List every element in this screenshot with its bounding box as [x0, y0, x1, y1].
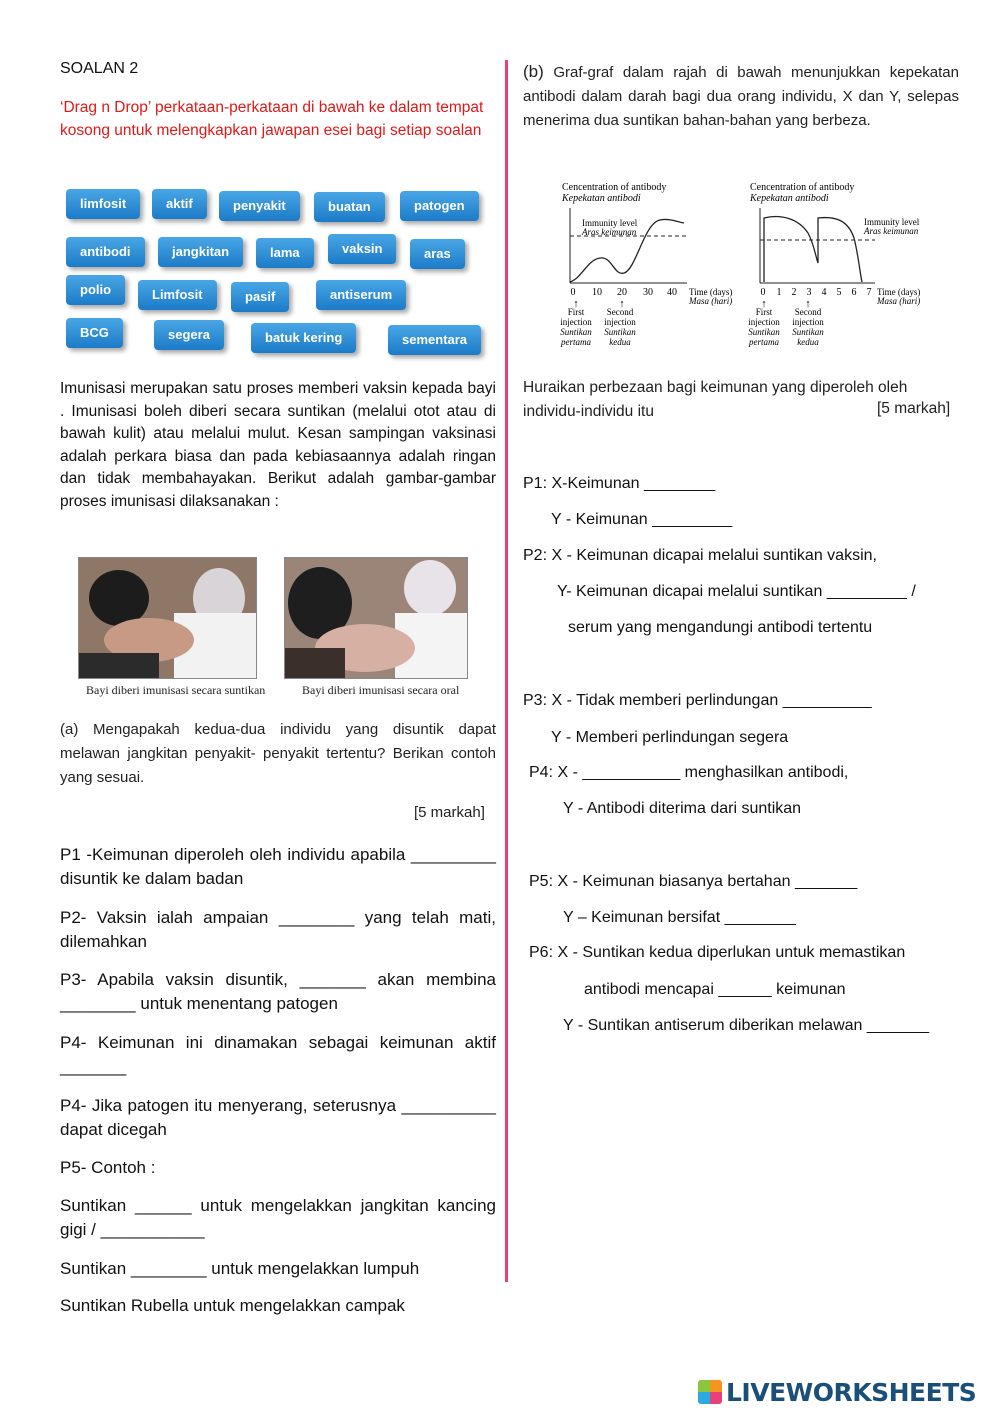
- graph-y-level-en: Immunity level: [864, 217, 920, 227]
- question-a: (a) Mengapakah kedua-dua individu yang disuntik dapat melawan jangkitan penyakit- penyakit tertentu? Berikan contoh yang sesuai.: [60, 721, 496, 786]
- graph-y-level-ms: Aras keimunan: [864, 226, 919, 236]
- point-p4-x: P4: X - ___________ menghasilkan antibodi,: [529, 764, 849, 781]
- graph-y-tick: 6: [851, 287, 857, 298]
- graph-y-tick: 7: [866, 287, 872, 298]
- point-p2-y-cont: serum yang mengandungi antibodi tertentu: [568, 619, 873, 636]
- word-chip[interactable]: penyakit: [219, 191, 300, 221]
- graph-y-inj1-ms-1: Suntikan: [748, 327, 780, 337]
- graph-y-tick: 0: [760, 287, 766, 298]
- point-p2-y: Y- Keimunan dicapai melalui suntikan _________ /: [557, 583, 916, 600]
- graph-y-xlabel-en: Time (days): [877, 287, 921, 297]
- point-p5-x: P5: X - Keimunan biasanya bertahan _______: [529, 873, 858, 890]
- injection-photo-illustration: [79, 558, 256, 678]
- word-chip[interactable]: buatan: [314, 192, 385, 222]
- answer-p5-example-1: Suntikan ______ untuk mengelakkan jangkitan kancing gigi / ___________: [60, 1196, 496, 1239]
- graph-y-inj2-en-1: Second: [794, 307, 822, 317]
- photo-caption-oral: Bayi diberi imunisasi secara oral: [302, 683, 460, 697]
- word-chip[interactable]: pasif: [231, 282, 289, 312]
- answer-p2: P2- Vaksin ialah ampaian ________ yang telah mati, dilemahkan: [60, 908, 496, 951]
- point-p4-y: Y - Antibodi diterima dari suntikan: [563, 800, 802, 817]
- graph-y-inj2-ms-2: kedua: [797, 337, 819, 347]
- graph-y-tick: 5: [836, 287, 842, 298]
- graph-x-inj2-ms-2: kedua: [609, 337, 631, 347]
- graph-x-inj2-en-1: Second: [606, 307, 634, 317]
- word-chip[interactable]: batuk kering: [251, 323, 356, 353]
- drag-drop-instruction: ‘Drag n Drop’ perkataan-perkataan di bawah ke dalam tempat kosong untuk melengkapkan jawapan esei bagi setiap soalan: [60, 99, 484, 139]
- marks-b: [5 markah]: [877, 400, 951, 417]
- oral-photo: [284, 557, 468, 679]
- graph-y-ylabel-en: Cencentration of antibody: [750, 182, 855, 193]
- point-p3-x: P3: X - Tidak memberi perlindungan __________: [523, 692, 872, 709]
- graph-x-ylabel-ms: Kepekatan antibodi: [562, 193, 641, 204]
- graph-y-inj2-ms-1: Suntikan: [792, 327, 824, 337]
- question-b-label: (b): [523, 62, 544, 81]
- point-p1-y: Y - Keimunan _________: [551, 511, 733, 528]
- graph-y-tick: 1: [776, 287, 782, 298]
- arrow-up-icon: ↑: [761, 298, 767, 310]
- answer-p5-example-2: Suntikan ________ untuk mengelakkan lumpuh: [60, 1259, 420, 1278]
- graph-y-curve: [764, 217, 862, 282]
- word-chip[interactable]: segera: [154, 320, 224, 350]
- word-chip[interactable]: Limfosit: [138, 280, 217, 310]
- word-chip[interactable]: antibodi: [66, 237, 145, 267]
- question-b-text: Graf-graf dalam rajah di bawah menunjukkan kepekatan antibodi dalam darah bagi dua orang individu, X dan Y, selepas menerima dua suntikan bahan-bahan yang berbeza.: [523, 64, 959, 129]
- graph-y-ylabel-ms: Kepekatan antibodi: [750, 193, 829, 204]
- arrow-up-icon: ↑: [573, 298, 579, 310]
- injection-photo: [78, 557, 257, 679]
- graph-x-inj2-en-2: injection: [604, 317, 636, 327]
- graph-x-inj1-en-2: injection: [560, 317, 592, 327]
- answer-p4-pathogen: P4- Jika patogen itu menyerang, seterusnya __________ dapat dicegah: [60, 1096, 496, 1139]
- liveworksheets-logo: [698, 1378, 976, 1406]
- liveworksheets-logo-text: LIVEWORKSHEETS: [726, 1377, 977, 1407]
- answer-p1: P1 -Keimunan diperoleh oleh individu apabila _________ disuntik ke dalam badan: [60, 845, 496, 888]
- graph-x-inj1-ms-2: pertama: [561, 337, 591, 347]
- oral-photo-illustration: [285, 558, 467, 678]
- graph-y-ticks: [761, 287, 872, 298]
- graph-individual-x: [552, 178, 742, 353]
- question-heading: SOALAN 2: [60, 60, 139, 77]
- question-b-instruction: Huraikan perbezaan bagi keimunan yang diperoleh oleh individu-individu itu: [523, 379, 908, 420]
- graph-y-xlabel-ms: Masa (hari): [877, 296, 921, 306]
- graph-x-tick: 0: [570, 287, 576, 298]
- graph-x-inj1-en-1: First: [567, 307, 585, 317]
- graph-y-tick: 3: [806, 287, 812, 298]
- graph-x-inj2-ms-1: Suntikan: [604, 327, 636, 337]
- graph-x-level-ms: Aras keimunan: [582, 227, 637, 237]
- point-p6-x: P6: X - Suntikan kedua diperlukan untuk memastikan: [529, 944, 906, 961]
- graph-y-inj1-en-2: injection: [748, 317, 780, 327]
- graph-y-inj1-ms-2: pertama: [749, 337, 779, 347]
- graph-y-inj2-en-2: injection: [792, 317, 824, 327]
- word-chip[interactable]: aktif: [152, 189, 207, 219]
- question-b: [523, 60, 959, 133]
- answer-p5-example-3: Suntikan Rubella untuk mengelakkan campak: [60, 1296, 405, 1315]
- word-chip[interactable]: aras: [410, 239, 465, 269]
- answer-p5-label: P5- Contoh :: [60, 1158, 156, 1177]
- graph-x-tick: 10: [592, 287, 602, 298]
- arrow-up-icon: ↑: [805, 298, 811, 310]
- answer-p4-active: P4- Keimunan ini dinamakan sebagai keimunan aktif _______: [60, 1033, 496, 1076]
- point-p1-x: P1: X-Keimunan ________: [523, 475, 716, 492]
- graph-x-level-en: Immunity level: [582, 218, 638, 228]
- word-chip[interactable]: antiserum: [316, 280, 406, 310]
- graph-x-tick: 30: [643, 287, 653, 298]
- marks-a: [5 markah]: [414, 804, 485, 821]
- graph-y-tick: 4: [821, 287, 827, 298]
- graph-x-ticks: [571, 287, 678, 298]
- graph-x-tick: 20: [617, 287, 627, 298]
- word-chip[interactable]: sementara: [388, 325, 481, 355]
- word-chip[interactable]: jangkitan: [158, 237, 243, 267]
- graph-x-xlabel-en: Time (days): [689, 287, 733, 297]
- word-chip[interactable]: polio: [66, 275, 125, 305]
- photo-caption-injection: Bayi diberi imunisasi secara suntikan: [86, 683, 266, 697]
- graph-y-inj1-en-1: First: [755, 307, 773, 317]
- word-chip[interactable]: lama: [256, 238, 314, 268]
- liveworksheets-logo-icon: [698, 1380, 722, 1404]
- answer-p3: P3- Apabila vaksin disuntik, _______ akan membina ________ untuk menentang patogen: [60, 970, 496, 1013]
- graph-x-ylabel-en: Cencentration of antibody: [562, 182, 667, 193]
- word-chip[interactable]: BCG: [66, 318, 123, 348]
- graph-y-tick: 2: [791, 287, 797, 298]
- word-chip[interactable]: vaksin: [328, 234, 396, 264]
- word-chip[interactable]: patogen: [400, 191, 479, 221]
- point-p3-y: Y - Memberi perlindungan segera: [551, 729, 789, 746]
- intro-paragraph: Imunisasi merupakan satu proses memberi vaksin kepada bayi . Imunisasi boleh diberi secara suntikan (melalui otot atau di bawah kulit) atau melalui mulut. Kesan sampingan vaksinasi adalah perkara biasa dan pada kebiasaannya adalah ringan dan tidak membahayakan. Berikut adalah gambar-gambar proses imunisasi dilaksanakan :: [60, 380, 496, 510]
- point-p6-y: Y - Suntikan antiserum diberikan melawan _______: [563, 1017, 930, 1034]
- arrow-up-icon: ↑: [619, 298, 625, 310]
- graph-x-xlabel-ms: Masa (hari): [689, 296, 733, 306]
- graph-individual-y: [740, 178, 940, 353]
- point-p5-y: Y – Keimunan bersifat ________: [563, 909, 796, 926]
- point-p2-x: P2: X - Keimunan dicapai melalui suntikan vaksin,: [523, 547, 877, 564]
- point-p6-x-cont: antibodi mencapai ______ keimunan: [584, 981, 846, 998]
- graph-x-inj1-ms-1: Suntikan: [560, 327, 592, 337]
- column-divider: [505, 60, 508, 1282]
- graph-x-tick: 40: [667, 287, 677, 298]
- word-chip[interactable]: limfosit: [66, 189, 140, 219]
